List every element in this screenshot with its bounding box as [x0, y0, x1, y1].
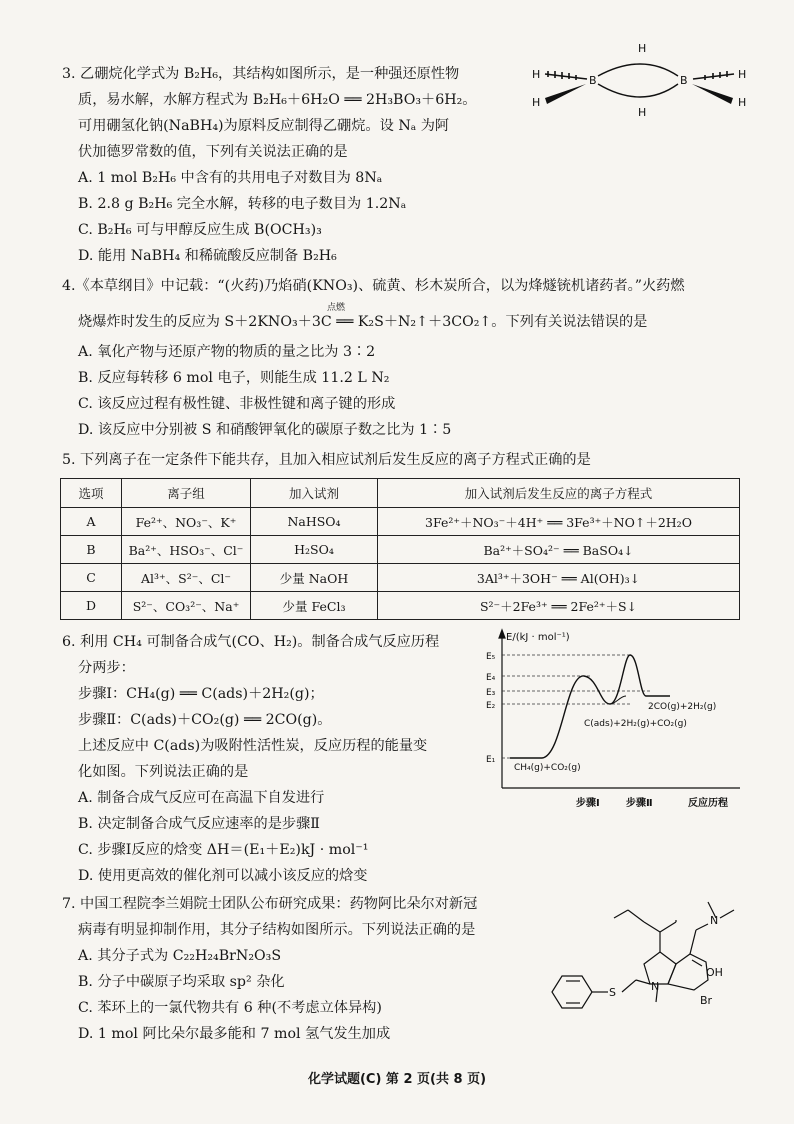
level-e3: E₃: [486, 688, 496, 698]
step1-label: 步骤Ⅰ: [576, 798, 600, 809]
row-ions: Al³⁺、S²⁻、Cl⁻: [122, 564, 251, 592]
q6-line-3: 步骤Ⅰ：CH₄(g) ══ C(ads)＋2H₂(g)；: [78, 686, 324, 702]
table-row: [61, 564, 740, 592]
header-ions: 离子组: [122, 479, 251, 508]
row-equation: 3Al³⁺＋3OH⁻ ══ Al(OH)₃↓: [378, 564, 740, 592]
q3-option-c: C. B₂H₆ 可与甲醇反应生成 B(OCH₃)₃: [78, 222, 322, 238]
q6-option-a: A. 制备合成气反应可在高温下自发进行: [78, 790, 325, 806]
row-ions: S²⁻、CO₃²⁻、Na⁺: [122, 592, 251, 620]
q4-line-1: 4.《本草纲目》中记载：“(火药)乃焰硝(KNO₃)、硫黄、杉木炭所合，以为烽燧铳机诸药者。”火药燃: [62, 278, 685, 294]
header-option: 选项: [61, 479, 122, 508]
row-equation: S²⁻＋2Fe³⁺ ══ 2Fe²⁺＋S↓: [378, 592, 740, 620]
q3-line-1: 3. 乙硼烷化学式为 B₂H₆，其结构如图所示，是一种强还原性物: [62, 66, 460, 82]
atom-s: S: [609, 986, 616, 999]
q3-line-3: 可用硼氢化钠(NaBH₄)为原料反应制得乙硼烷。设 Nₐ 为阿: [78, 118, 450, 134]
level-e2: E₂: [486, 701, 496, 711]
q7-line-1: 7. 中国工程院李兰娟院士团队公布研究成果：药物阿比朵尔对新冠: [62, 896, 478, 912]
reactant-label: CH₄(g)+CO₂(g): [514, 763, 581, 773]
q6-option-d: D. 使用更高效的催化剂可以减小该反应的焓变: [78, 868, 368, 884]
q3-line-4: 伏加德罗常数的值，下列有关说法正确的是: [78, 144, 348, 160]
q3-option-a: A. 1 mol B₂H₆ 中含有的共用电子对数目为 8Nₐ: [78, 170, 383, 186]
terminal-h-4: H: [738, 96, 747, 109]
q7-option-c: C. 苯环上的一氯代物共有 6 种(不考虑立体异构): [78, 1000, 382, 1016]
q6-option-c: C. 步骤Ⅰ反应的焓变 ΔH＝(E₁＋E₂)kJ · mol⁻¹: [78, 842, 369, 858]
diagram-ylabel: E/(kJ · mol⁻¹): [506, 632, 570, 643]
bridge-h-top: H: [638, 42, 647, 55]
q5-stem: 5. 下列离子在一定条件下能共存，且加入相应试剂后发生反应的离子方程式正确的是: [62, 452, 591, 468]
q3-option-d: D. 能用 NaBH₄ 和稀硫酸反应制备 B₂H₆: [78, 248, 337, 264]
row-reagent: 少量 NaOH: [251, 564, 378, 592]
page-footer: 化学试题(C) 第 2 页(共 8 页): [307, 1072, 487, 1087]
header-reagent: 加入试剂: [251, 479, 378, 508]
q4-option-d: D. 该反应中分别被 S 和硝酸钾氧化的碳原子数之比为 1∶5: [78, 422, 452, 438]
boron-left: B: [589, 74, 597, 87]
q7-option-d: D. 1 mol 阿比朵尔最多能和 7 mol 氢气发生加成: [78, 1026, 391, 1042]
atom-n-ring: N: [651, 980, 660, 993]
level-e1: E₁: [486, 755, 496, 765]
terminal-h-2: H: [532, 96, 541, 109]
level-e4: E₄: [486, 673, 496, 683]
table-row: [61, 508, 740, 536]
product-label: 2CO(g)+2H₂(g): [648, 702, 717, 712]
q3-line-2: 质，易水解，水解方程式为 B₂H₆＋6H₂O ══ 2H₃BO₃＋6H₂。: [78, 92, 477, 108]
row-option: A: [61, 508, 122, 536]
energy-diagram: [480, 628, 750, 813]
step2-label: 步骤Ⅱ: [626, 798, 653, 809]
row-ions: Fe²⁺、NO₃⁻、K⁺: [122, 508, 251, 536]
level-e5: E₅: [486, 652, 496, 662]
q4-option-a: A. 氧化产物与还原产物的物质的量之比为 3∶2: [78, 344, 376, 360]
intermediate-label: C(ads)+2H₂(g)+CO₂(g): [584, 719, 687, 729]
q6-line-4: 步骤Ⅱ：C(ads)＋CO₂(g) ══ 2CO(g)。: [78, 712, 332, 728]
q7-option-b: B. 分子中碳原子均采取 sp² 杂化: [78, 974, 285, 990]
q7-option-a: A. 其分子式为 C₂₂H₂₄BrN₂O₃S: [78, 948, 282, 964]
q3-option-b: B. 2.8 g B₂H₆ 完全水解，转移的电子数目为 1.2Nₐ: [78, 196, 407, 212]
q6-line-6: 化如图。下列说法正确的是: [78, 764, 249, 780]
row-ions: Ba²⁺、HSO₃⁻、Cl⁻: [122, 536, 251, 564]
q5-table: [60, 478, 740, 620]
table-header-row: [61, 479, 740, 508]
atom-br: Br: [700, 994, 713, 1007]
q4-line-2: 烧爆炸时发生的反应为 S＋2KNO₃＋3C ══ K₂S＋N₂↑＋3CO₂↑。下列有关说法错误的是: [78, 314, 648, 330]
table-row: [61, 536, 740, 564]
terminal-h-3: H: [738, 68, 747, 81]
row-option: D: [61, 592, 122, 620]
atom-n-amine: N: [710, 914, 719, 927]
q4-arrow-note: 点燃: [327, 303, 346, 313]
q4-option-c: C. 该反应过程有极性键、非极性键和离子键的形成: [78, 396, 396, 412]
diagram-xlabel: 反应历程: [688, 798, 728, 809]
atom-oh: OH: [706, 966, 723, 979]
row-reagent: H₂SO₄: [251, 536, 378, 564]
header-equation: 加入试剂后发生反应的离子方程式: [378, 479, 740, 508]
row-option: C: [61, 564, 122, 592]
arbidol-structure: [540, 880, 740, 1040]
table-row: [61, 592, 740, 620]
q6-line-5: 上述反应中 C(ads)为吸附性活性炭，反应历程的能量变: [78, 738, 428, 754]
row-equation: 3Fe²⁺＋NO₃⁻＋4H⁺ ══ 3Fe³⁺＋NO↑＋2H₂O: [378, 508, 740, 536]
row-option: B: [61, 536, 122, 564]
bridge-h-bottom: H: [638, 106, 647, 119]
q6-line-2: 分两步：: [78, 660, 135, 676]
row-equation: Ba²⁺＋SO₄²⁻ ══ BaSO₄↓: [378, 536, 740, 564]
q6-option-b: B. 决定制备合成气反应速率的是步骤Ⅱ: [78, 816, 320, 832]
row-reagent: NaHSO₄: [251, 508, 378, 536]
q6-line-1: 6. 利用 CH₄ 可制备合成气(CO、H₂)。制备合成气反应历程: [62, 634, 440, 650]
q4-option-b: B. 反应每转移 6 mol 电子，则能生成 11.2 L N₂: [78, 370, 390, 386]
diborane-structure: [520, 40, 760, 120]
q7-line-2: 病毒有明显抑制作用，其分子结构如图所示。下列说法正确的是: [78, 922, 476, 938]
terminal-h-1: H: [532, 68, 541, 81]
boron-right: B: [680, 74, 688, 87]
row-reagent: 少量 FeCl₃: [251, 592, 378, 620]
